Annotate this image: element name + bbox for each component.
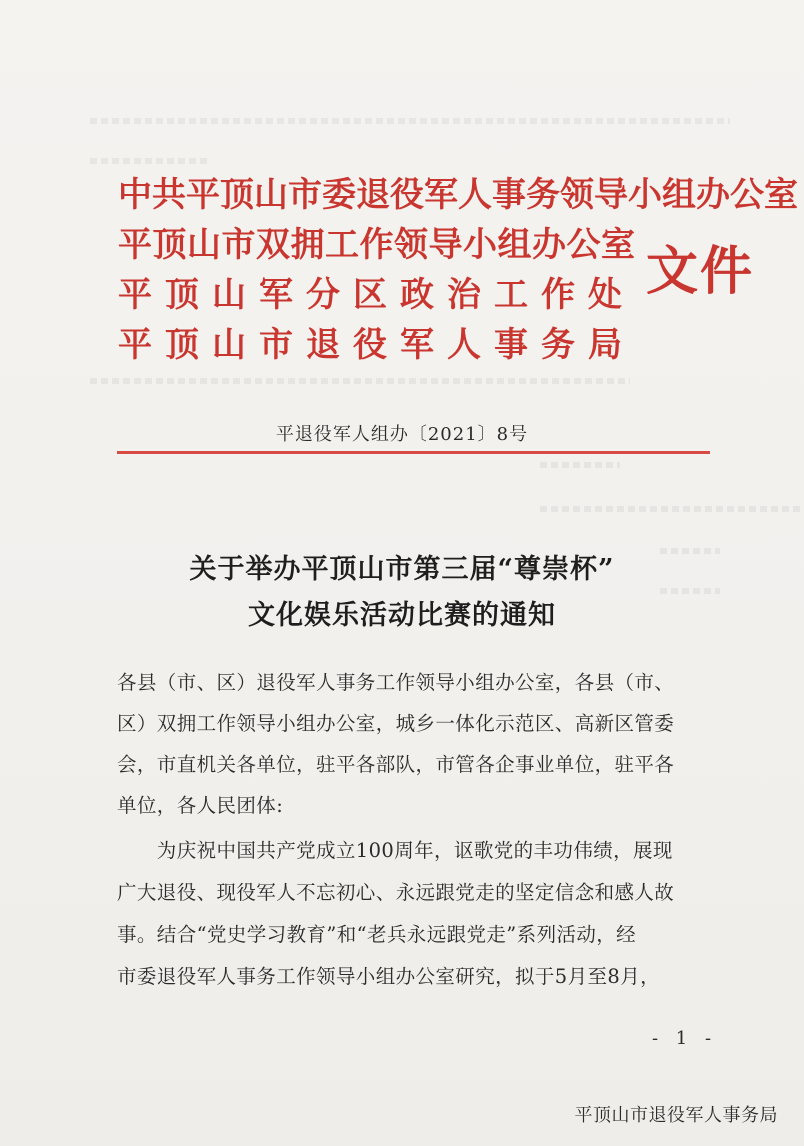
page-number: - 1 - [652,1028,718,1049]
body-line: 各县（市、区）退役军人事务工作领导小组办公室，各县（市、 [117,671,675,694]
body-line: 市委退役军人事务工作领导小组办公室研究，拟于5月至8月， [117,965,661,988]
bleed-through-line [90,118,730,124]
issuer-name: 平顶山军分区政治工作处 [118,275,635,315]
body-line: 单位，各人民团体: [117,794,284,817]
body-line: 会，市直机关各单位，驻平各部队，市管各企事业单位，驻平各 [117,753,675,776]
issuer-name: 平顶山市双拥工作领导小组办公室 [118,225,636,265]
document-number: 平退役军人组办〔2021〕8号 [275,424,529,445]
body-line: 区）双拥工作领导小组办公室，城乡一体化示范区、高新区管委 [117,712,675,735]
body-line: 事。结合“党史学习教育”和“老兵永远跟党走”系列活动，经 [117,923,637,946]
bleed-through-line [540,462,620,468]
notice-title-line-1: 关于举办平顶山市第三届“尊崇杯” [189,554,615,585]
source-watermark: 平顶山市退役军人事务局 [574,1105,778,1126]
body-line: 广大退役、现役军人不忘初心、永远跟党走的坚定信念和感人故 [117,881,675,904]
issuer-name: 平顶山市退役军人事务局 [118,325,635,365]
notice-title-line-2: 文化娱乐活动比赛的通知 [248,600,556,631]
bleed-through-line [90,378,630,384]
body-line: 为庆祝中国共产党成立100周年，讴歌党的丰功伟绩，展现 [117,839,673,862]
document-type-label: 文件 [646,241,755,302]
issuer-name: 中共平顶山市委退役军人事务领导小组办公室 [118,175,798,215]
bleed-through-line [540,506,800,512]
red-divider-rule [117,451,710,454]
bleed-through-line [90,158,210,164]
